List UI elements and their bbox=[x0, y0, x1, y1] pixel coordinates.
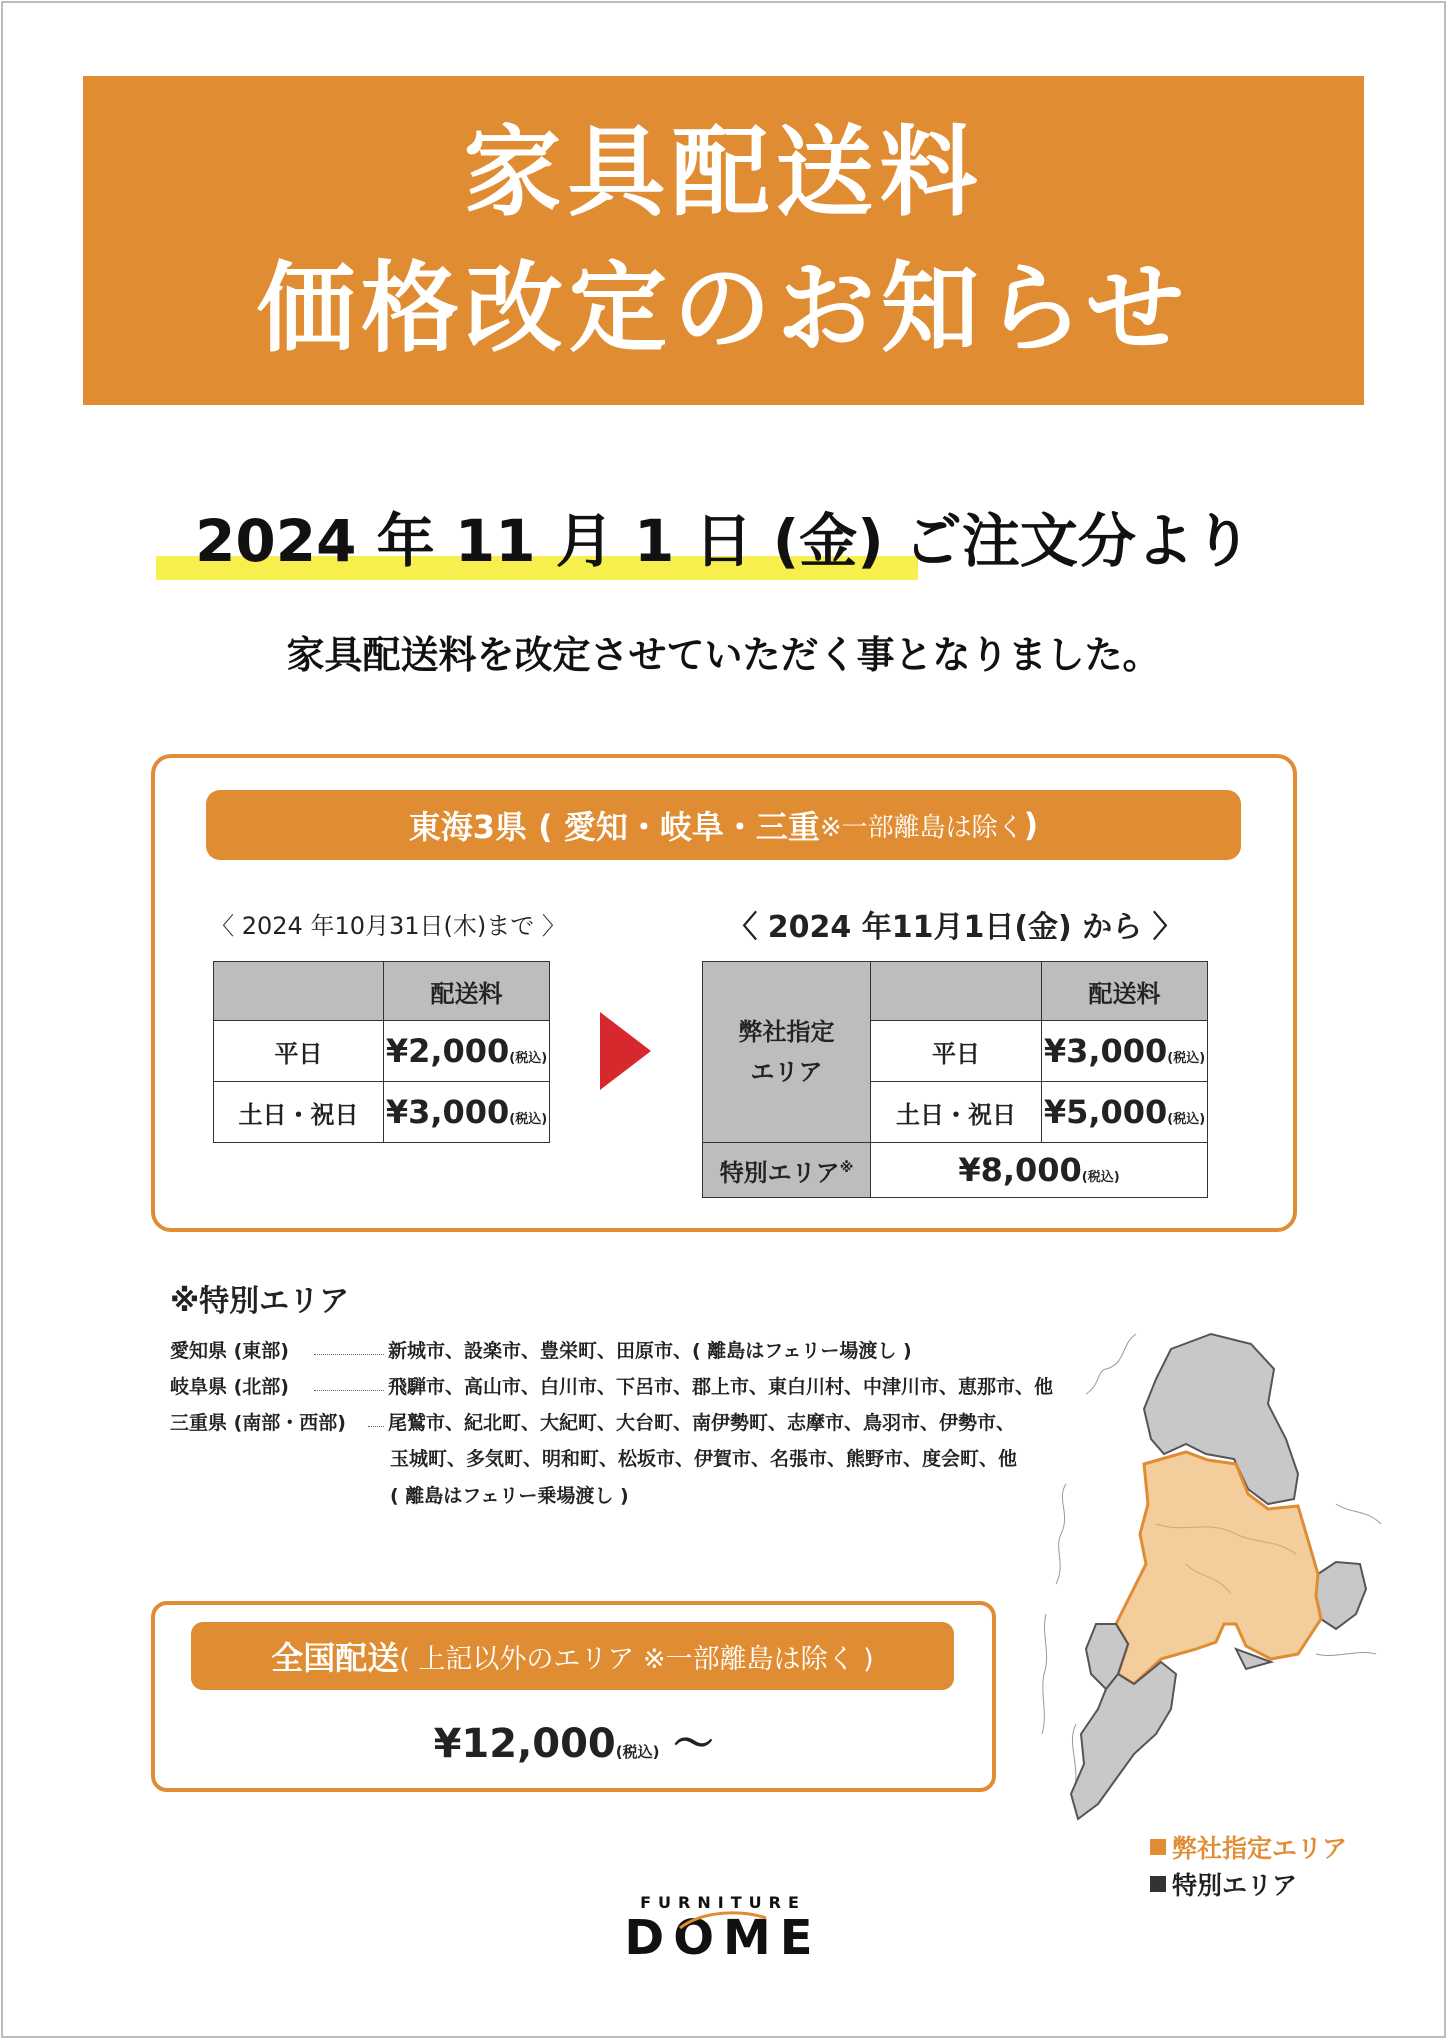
announcement-text: 家具配送料を改定させていただく事となりました。 bbox=[286, 633, 1161, 677]
prefecture-name: 三重県 (南部・西部) bbox=[170, 1412, 346, 1434]
price-value: ¥3,000 bbox=[1043, 1032, 1168, 1070]
title-line-1: 家具配送料 bbox=[463, 115, 984, 230]
area-list-continued: 玉城町、多気町、明和町、松坂市、伊賀市、名張市、熊野市、度会町、他 bbox=[390, 1448, 1018, 1470]
area-list: 飛騨市、高山市、白川市、下呂市、郡上市、東白川村、中津川市、恵那市、他 bbox=[388, 1376, 1054, 1398]
region-header-main: 東海3県 ( 愛知・岐阜・三重 bbox=[408, 808, 820, 846]
new-price-table bbox=[702, 961, 1208, 1198]
table-corner bbox=[214, 962, 384, 1021]
area-list: 新城市、設楽市、豊栄町、田原市、( 離島はフェリー場渡し ) bbox=[388, 1340, 912, 1362]
price-value: ¥2,000 bbox=[385, 1032, 510, 1070]
area-list: 尾鷲市、紀北町、大紀町、大台町、南伊勢町、志摩市、鳥羽市、伊勢市、 bbox=[388, 1412, 1016, 1434]
dotted-leader bbox=[368, 1426, 384, 1427]
fee-header: 配送料 bbox=[384, 962, 550, 1021]
table-corner bbox=[871, 962, 1042, 1021]
special-area-label bbox=[703, 1143, 871, 1198]
aichi-east-region bbox=[1316, 1562, 1366, 1629]
table-row bbox=[703, 1143, 1208, 1198]
legend-special bbox=[1150, 1866, 1297, 1902]
fee-cell bbox=[384, 1021, 550, 1082]
area-list-continued: ( 離島はフェリー乗場渡し ) bbox=[390, 1485, 629, 1507]
region-header-close: ) bbox=[1023, 806, 1039, 844]
legend-label: 特別エリア bbox=[1172, 1871, 1298, 1900]
region-header-note: ※一部離島は除く bbox=[819, 812, 1024, 843]
prefecture-name: 岐阜県 (北部) bbox=[170, 1376, 289, 1398]
logo-swoosh-icon bbox=[678, 1908, 768, 1930]
national-header-main: 全国配送 bbox=[271, 1639, 400, 1677]
national-delivery-header bbox=[191, 1622, 954, 1690]
tax-label: (税込) bbox=[1081, 1170, 1120, 1185]
special-fee-cell bbox=[871, 1143, 1208, 1198]
prefecture-name: 愛知県 (東部) bbox=[170, 1340, 289, 1362]
fee-header: 配送料 bbox=[1042, 962, 1208, 1021]
designated-area-label: 弊社指定 エリア bbox=[703, 962, 871, 1143]
fee-cell bbox=[384, 1082, 550, 1143]
prefecture-label bbox=[170, 1372, 388, 1399]
logo-main-word: DOME bbox=[624, 1910, 822, 1966]
date-suffix: ご注文分より bbox=[883, 507, 1252, 575]
dotted-leader bbox=[314, 1354, 384, 1355]
national-header-note: ( 上記以外のエリア ※一部離島は除く ) bbox=[399, 1643, 874, 1675]
furniture-dome-logo bbox=[620, 1893, 826, 1964]
price-value: ¥3,000 bbox=[385, 1093, 510, 1131]
price-value: ¥8,000 bbox=[958, 1151, 1082, 1189]
mie-south-region bbox=[1071, 1662, 1176, 1819]
old-price-caption: 〈 2024 年10月31日(木)まで 〉 bbox=[210, 912, 566, 940]
special-area-title: ※特別エリア bbox=[170, 1284, 350, 1319]
legend-designated bbox=[1150, 1829, 1347, 1865]
tax-label: (税込) bbox=[1167, 1112, 1206, 1127]
special-area-row bbox=[170, 1372, 1053, 1399]
effective-date: 2024 年 11 月 1 日 (金) bbox=[195, 507, 884, 575]
special-area-text: 特別エリア bbox=[719, 1158, 840, 1187]
fee-cell bbox=[1042, 1082, 1208, 1143]
day-label: 平日 bbox=[214, 1021, 384, 1082]
logo-main-text bbox=[620, 1912, 826, 1964]
table-row bbox=[214, 1021, 550, 1082]
legend-swatch bbox=[1150, 1839, 1166, 1855]
title-line-2: 価格改定のお知らせ bbox=[256, 251, 1191, 366]
day-label: 平日 bbox=[871, 1021, 1042, 1082]
tokai-region-header bbox=[206, 790, 1241, 860]
old-price-table bbox=[213, 961, 550, 1143]
price-suffix: 〜 bbox=[659, 1721, 714, 1767]
prefecture-label bbox=[170, 1336, 388, 1363]
national-price bbox=[151, 1712, 996, 1769]
day-label: 土日・祝日 bbox=[214, 1082, 384, 1143]
day-label: 土日・祝日 bbox=[871, 1082, 1042, 1143]
price-value: ¥12,000 bbox=[433, 1721, 616, 1767]
prefecture-label bbox=[170, 1408, 388, 1435]
fee-cell bbox=[1042, 1021, 1208, 1082]
legend-swatch bbox=[1150, 1876, 1166, 1892]
tokai-map bbox=[1036, 1324, 1382, 1834]
logo-top-text: FURNITURE bbox=[640, 1893, 806, 1912]
new-price-caption: 〈 2024 年11月1日(金) から 〉 bbox=[727, 910, 1183, 945]
special-area-row bbox=[170, 1408, 1015, 1435]
table-row bbox=[214, 1082, 550, 1143]
special-area-mark: ※ bbox=[839, 1159, 854, 1176]
tax-label: (税込) bbox=[509, 1051, 548, 1066]
legend-label: 弊社指定エリア bbox=[1172, 1834, 1348, 1863]
tax-label: (税込) bbox=[509, 1112, 548, 1127]
special-area-row bbox=[170, 1336, 912, 1363]
title-banner bbox=[83, 76, 1364, 405]
tax-label: (税込) bbox=[615, 1743, 660, 1761]
dotted-leader bbox=[314, 1390, 384, 1391]
tax-label: (税込) bbox=[1167, 1051, 1206, 1066]
date-heading bbox=[0, 494, 1447, 578]
right-arrow-icon bbox=[600, 1012, 651, 1090]
price-value: ¥5,000 bbox=[1043, 1093, 1168, 1131]
